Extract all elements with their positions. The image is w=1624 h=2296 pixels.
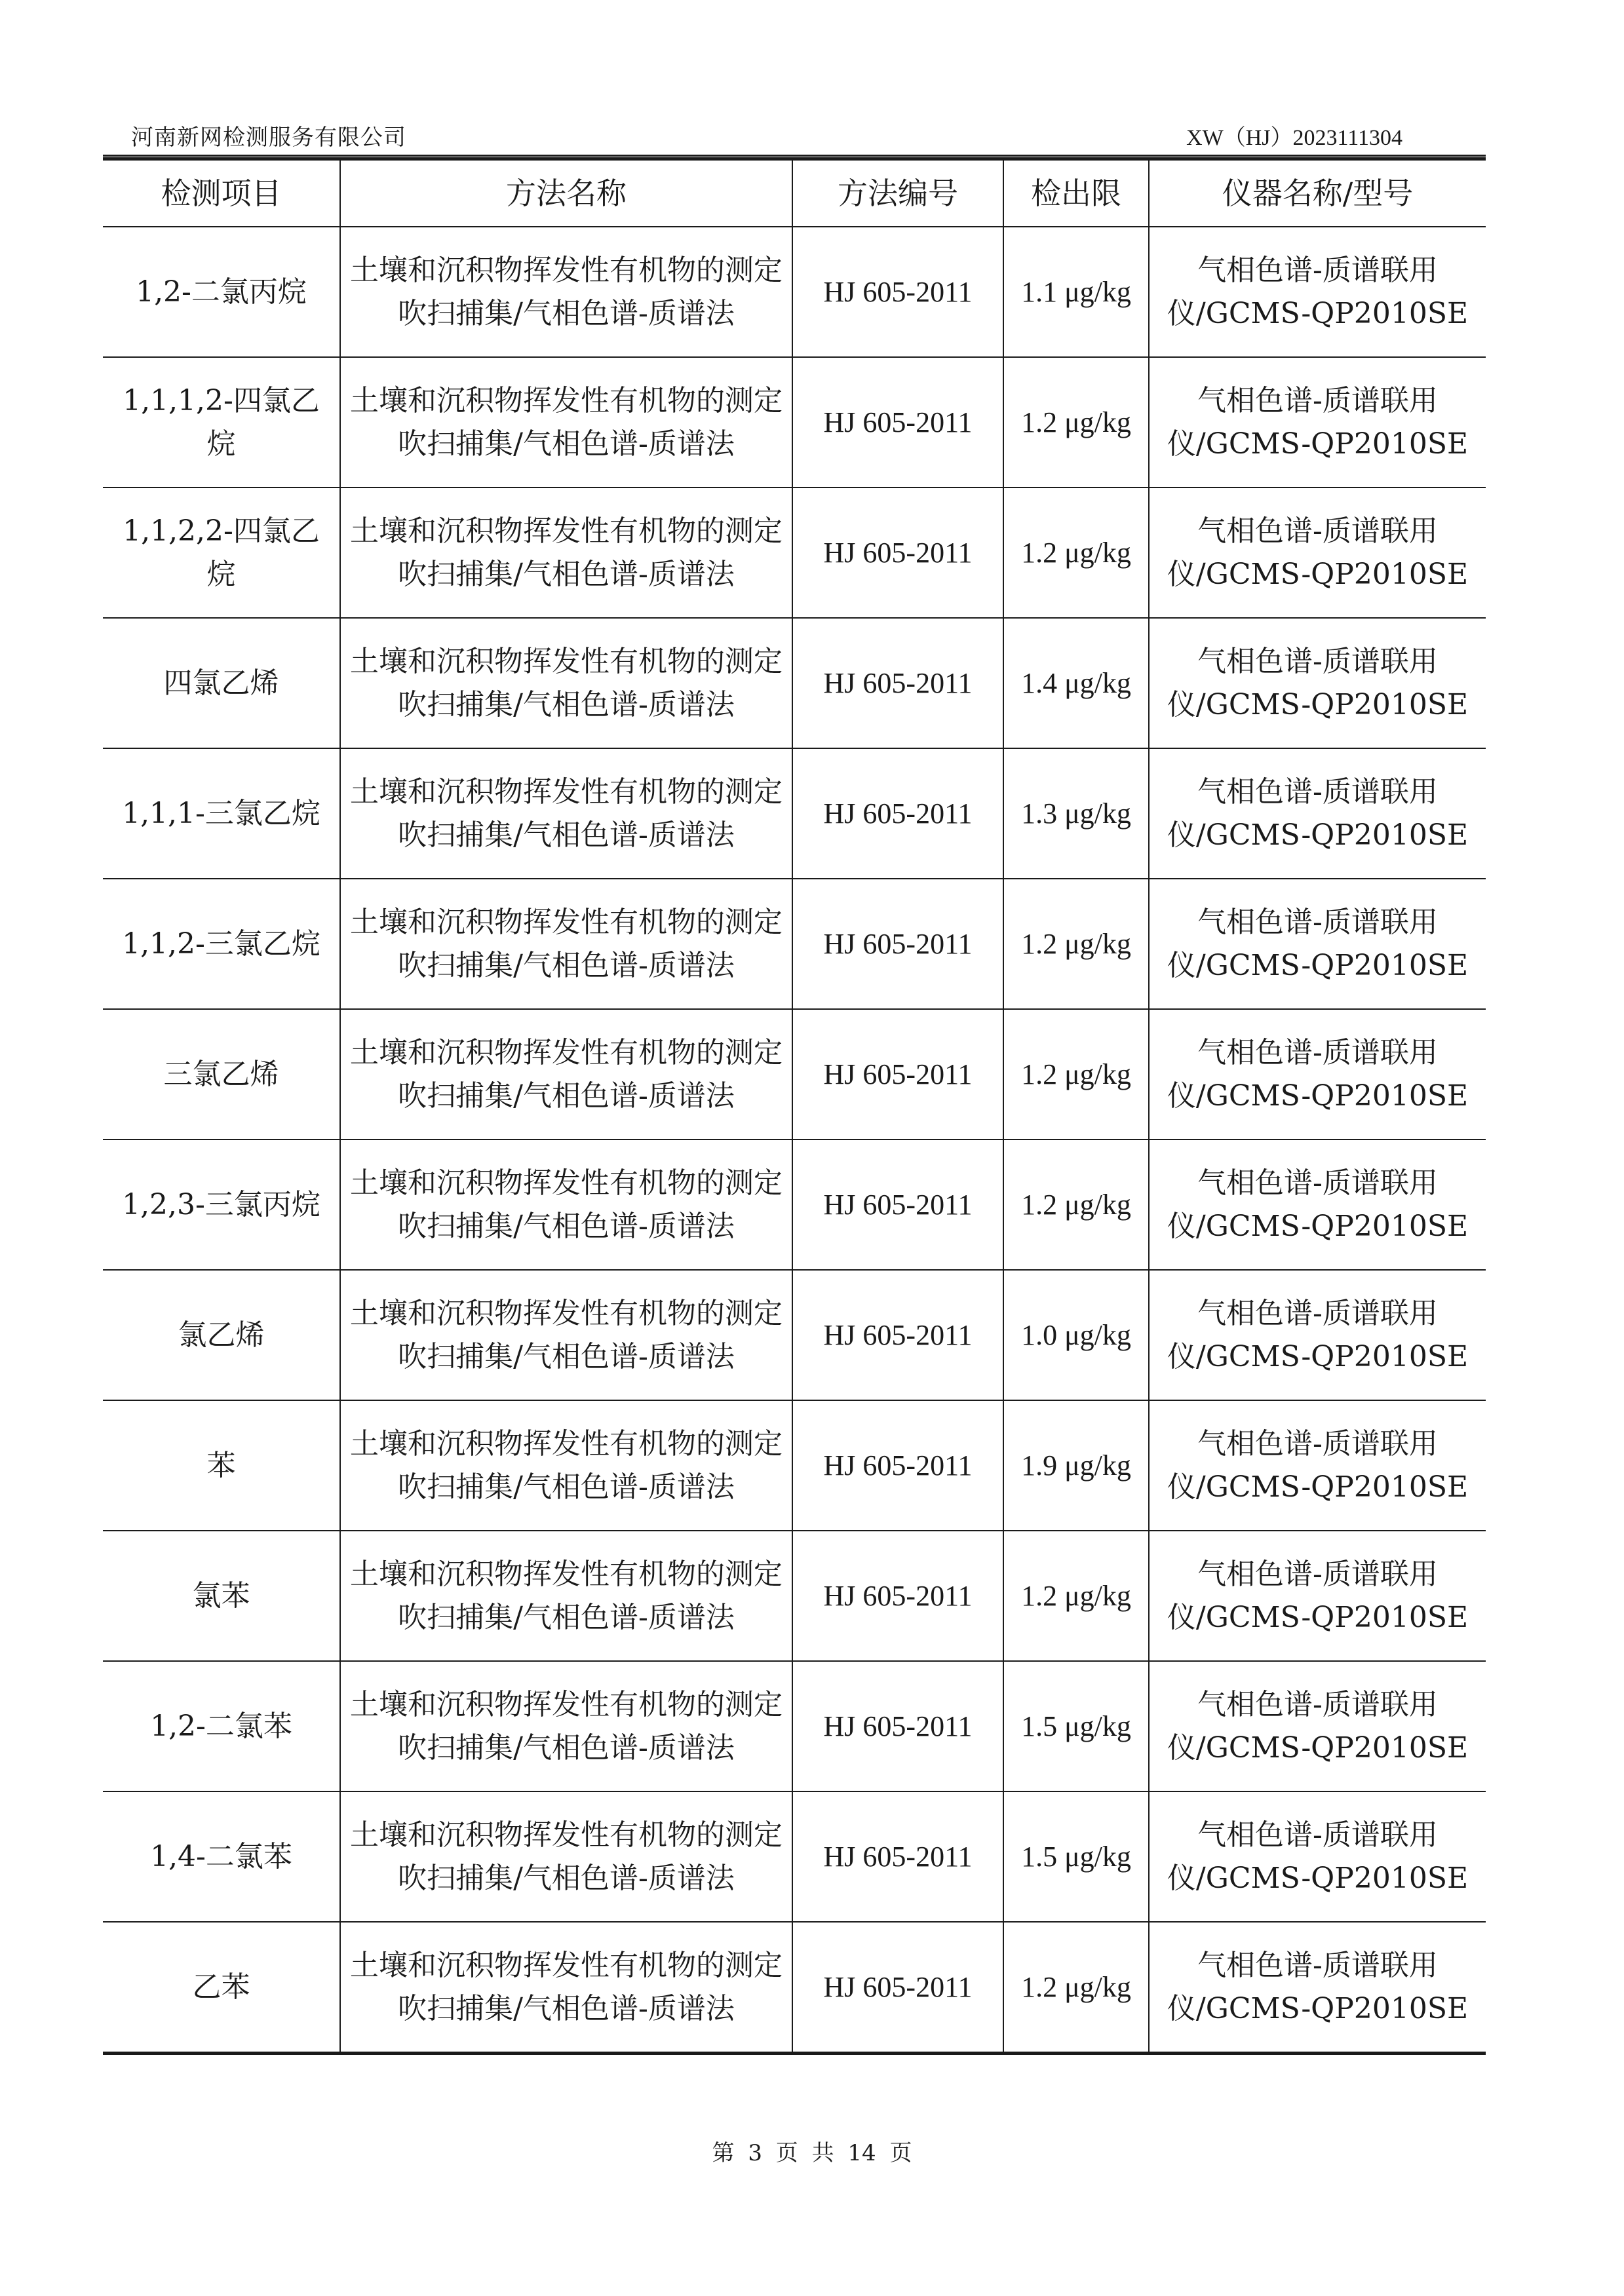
cell-instrument: 气相色谱-质谱联用仪/GCMS-QP2010SE bbox=[1149, 1531, 1486, 1661]
cell-limit: 1.2 μg/kg bbox=[1003, 1531, 1149, 1661]
cell-code: HJ 605-2011 bbox=[792, 1531, 1003, 1661]
cell-code: HJ 605-2011 bbox=[792, 1661, 1003, 1791]
cell-instrument: 气相色谱-质谱联用仪/GCMS-QP2010SE bbox=[1149, 1270, 1486, 1400]
cell-method: 土壤和沉积物挥发性有机物的测定吹扫捕集/气相色谱-质谱法 bbox=[340, 1139, 792, 1270]
table-row bbox=[103, 1400, 1486, 1531]
table-row bbox=[103, 1661, 1486, 1791]
cell-code: HJ 605-2011 bbox=[792, 1009, 1003, 1139]
col-header-limit: 检出限 bbox=[1003, 159, 1149, 227]
cell-instrument: 气相色谱-质谱联用仪/GCMS-QP2010SE bbox=[1149, 1922, 1486, 2054]
table-row bbox=[103, 488, 1486, 618]
cell-instrument: 气相色谱-质谱联用仪/GCMS-QP2010SE bbox=[1149, 1400, 1486, 1531]
cell-item: 乙苯 bbox=[103, 1922, 340, 2054]
page-header bbox=[131, 115, 1402, 152]
table-row bbox=[103, 227, 1486, 357]
cell-instrument: 气相色谱-质谱联用仪/GCMS-QP2010SE bbox=[1149, 748, 1486, 879]
cell-item: 氯苯 bbox=[103, 1531, 340, 1661]
cell-method: 土壤和沉积物挥发性有机物的测定吹扫捕集/气相色谱-质谱法 bbox=[340, 1009, 792, 1139]
table-header-row bbox=[103, 159, 1486, 227]
cell-limit: 1.0 μg/kg bbox=[1003, 1270, 1149, 1400]
cell-limit: 1.2 μg/kg bbox=[1003, 1922, 1149, 2054]
cell-code: HJ 605-2011 bbox=[792, 1270, 1003, 1400]
cell-method: 土壤和沉积物挥发性有机物的测定吹扫捕集/气相色谱-质谱法 bbox=[340, 879, 792, 1009]
cell-limit: 1.5 μg/kg bbox=[1003, 1791, 1149, 1922]
page-number: 第 3 页 共 14 页 bbox=[712, 2140, 912, 2166]
cell-item: 1,1,1,2-四氯乙烷 bbox=[103, 357, 340, 488]
cell-item: 三氯乙烯 bbox=[103, 1009, 340, 1139]
table-row bbox=[103, 618, 1486, 748]
table-row bbox=[103, 1791, 1486, 1922]
cell-instrument: 气相色谱-质谱联用仪/GCMS-QP2010SE bbox=[1149, 1791, 1486, 1922]
cell-code: HJ 605-2011 bbox=[792, 879, 1003, 1009]
cell-instrument: 气相色谱-质谱联用仪/GCMS-QP2010SE bbox=[1149, 1661, 1486, 1791]
cell-limit: 1.2 μg/kg bbox=[1003, 879, 1149, 1009]
cell-method: 土壤和沉积物挥发性有机物的测定吹扫捕集/气相色谱-质谱法 bbox=[340, 1270, 792, 1400]
cell-method: 土壤和沉积物挥发性有机物的测定吹扫捕集/气相色谱-质谱法 bbox=[340, 227, 792, 357]
cell-item: 四氯乙烯 bbox=[103, 618, 340, 748]
report-number: XW（HJ）2023111304 bbox=[1186, 126, 1402, 150]
col-header-method: 方法名称 bbox=[340, 159, 792, 227]
cell-limit: 1.5 μg/kg bbox=[1003, 1661, 1149, 1791]
col-header-instrument: 仪器名称/型号 bbox=[1149, 159, 1486, 227]
cell-limit: 1.9 μg/kg bbox=[1003, 1400, 1149, 1531]
cell-method: 土壤和沉积物挥发性有机物的测定吹扫捕集/气相色谱-质谱法 bbox=[340, 1791, 792, 1922]
cell-limit: 1.3 μg/kg bbox=[1003, 748, 1149, 879]
cell-method: 土壤和沉积物挥发性有机物的测定吹扫捕集/气相色谱-质谱法 bbox=[340, 748, 792, 879]
cell-item: 1,1,1-三氯乙烷 bbox=[103, 748, 340, 879]
cell-code: HJ 605-2011 bbox=[792, 1400, 1003, 1531]
cell-instrument: 气相色谱-质谱联用仪/GCMS-QP2010SE bbox=[1149, 618, 1486, 748]
col-header-code: 方法编号 bbox=[792, 159, 1003, 227]
cell-method: 土壤和沉积物挥发性有机物的测定吹扫捕集/气相色谱-质谱法 bbox=[340, 357, 792, 488]
cell-item: 苯 bbox=[103, 1400, 340, 1531]
cell-limit: 1.2 μg/kg bbox=[1003, 357, 1149, 488]
cell-instrument: 气相色谱-质谱联用仪/GCMS-QP2010SE bbox=[1149, 879, 1486, 1009]
cell-item: 1,1,2-三氯乙烷 bbox=[103, 879, 340, 1009]
cell-code: HJ 605-2011 bbox=[792, 227, 1003, 357]
method-table bbox=[103, 157, 1486, 2055]
cell-instrument: 气相色谱-质谱联用仪/GCMS-QP2010SE bbox=[1149, 488, 1486, 618]
cell-method: 土壤和沉积物挥发性有机物的测定吹扫捕集/气相色谱-质谱法 bbox=[340, 1400, 792, 1531]
col-header-item: 检测项目 bbox=[103, 159, 340, 227]
table-row bbox=[103, 1922, 1486, 2054]
cell-code: HJ 605-2011 bbox=[792, 748, 1003, 879]
cell-code: HJ 605-2011 bbox=[792, 488, 1003, 618]
cell-method: 土壤和沉积物挥发性有机物的测定吹扫捕集/气相色谱-质谱法 bbox=[340, 1531, 792, 1661]
cell-method: 土壤和沉积物挥发性有机物的测定吹扫捕集/气相色谱-质谱法 bbox=[340, 618, 792, 748]
cell-item: 1,4-二氯苯 bbox=[103, 1791, 340, 1922]
cell-method: 土壤和沉积物挥发性有机物的测定吹扫捕集/气相色谱-质谱法 bbox=[340, 1661, 792, 1791]
cell-item: 1,2-二氯丙烷 bbox=[103, 227, 340, 357]
cell-limit: 1.2 μg/kg bbox=[1003, 1009, 1149, 1139]
cell-instrument: 气相色谱-质谱联用仪/GCMS-QP2010SE bbox=[1149, 357, 1486, 488]
cell-limit: 1.4 μg/kg bbox=[1003, 618, 1149, 748]
company-name: 河南新网检测服务有限公司 bbox=[131, 124, 406, 151]
table-row bbox=[103, 748, 1486, 879]
cell-item: 氯乙烯 bbox=[103, 1270, 340, 1400]
cell-instrument: 气相色谱-质谱联用仪/GCMS-QP2010SE bbox=[1149, 227, 1486, 357]
cell-limit: 1.2 μg/kg bbox=[1003, 1139, 1149, 1270]
table-row bbox=[103, 1139, 1486, 1270]
cell-limit: 1.2 μg/kg bbox=[1003, 488, 1149, 618]
cell-instrument: 气相色谱-质谱联用仪/GCMS-QP2010SE bbox=[1149, 1139, 1486, 1270]
cell-item: 1,1,2,2-四氯乙烷 bbox=[103, 488, 340, 618]
table-body bbox=[103, 227, 1486, 2054]
table-row bbox=[103, 879, 1486, 1009]
cell-method: 土壤和沉积物挥发性有机物的测定吹扫捕集/气相色谱-质谱法 bbox=[340, 488, 792, 618]
cell-code: HJ 605-2011 bbox=[792, 1139, 1003, 1270]
cell-instrument: 气相色谱-质谱联用仪/GCMS-QP2010SE bbox=[1149, 1009, 1486, 1139]
table-row bbox=[103, 357, 1486, 488]
cell-code: HJ 605-2011 bbox=[792, 618, 1003, 748]
cell-code: HJ 605-2011 bbox=[792, 357, 1003, 488]
cell-limit: 1.1 μg/kg bbox=[1003, 227, 1149, 357]
table-row bbox=[103, 1270, 1486, 1400]
cell-item: 1,2,3-三氯丙烷 bbox=[103, 1139, 340, 1270]
cell-code: HJ 605-2011 bbox=[792, 1922, 1003, 2054]
cell-method: 土壤和沉积物挥发性有机物的测定吹扫捕集/气相色谱-质谱法 bbox=[340, 1922, 792, 2054]
header-rule bbox=[103, 155, 1486, 157]
cell-item: 1,2-二氯苯 bbox=[103, 1661, 340, 1791]
table-row bbox=[103, 1009, 1486, 1139]
cell-code: HJ 605-2011 bbox=[792, 1791, 1003, 1922]
table-row bbox=[103, 1531, 1486, 1661]
